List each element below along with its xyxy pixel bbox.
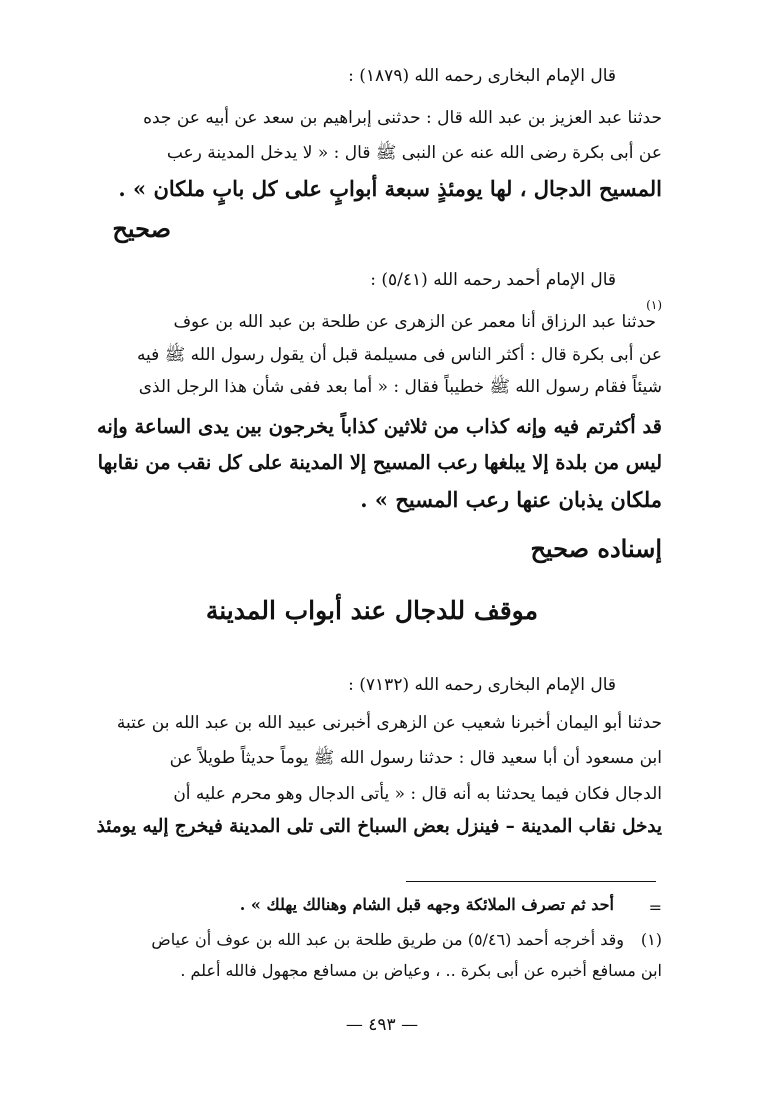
footnote-continuation-marker: = xyxy=(648,898,662,917)
hadith2-line3: شيئاً فقام رسول الله ﷺ خطيباً فقال : « أما بعد ففى شأن هذا الرجل الذى xyxy=(138,377,662,397)
footnote-1-marker: (١) xyxy=(640,930,662,949)
hadith2-line5: ليس من بلدة إلا يبلغها رعب المسيح إلا المدينة على كل نقب من نقابها xyxy=(97,451,662,474)
hadith2-grade: إسناده صحيح xyxy=(530,534,662,563)
hadith3-line1: حدثنا أبو اليمان أخبرنا شعيب عن الزهرى أخبرنى عبيد الله بن عبد الله بن عتبة xyxy=(116,713,662,733)
hadith2-line2: عن أبى بكرة قال : أكثر الناس فى مسيلمة قبل أن يقول رسول الله ﷺ فيه xyxy=(136,345,662,365)
hadith1-line1: حدثنا عبد العزيز بن عبد الله قال : حدثنى إبراهيم بن سعد عن أبيه عن جده xyxy=(143,108,662,128)
hadith2-intro: قال الإمام أحمد رحمه الله (٥/٤١) : xyxy=(370,270,616,290)
hadith2-line1: حدثنا عبد الرزاق أنا معمر عن الزهرى عن طلحة بن عبد الله بن عوف xyxy=(173,312,656,332)
footnote-1-line2: ابن مسافع أخبره عن أبى بكرة .. ، وعياض بن مسافع مجهول فالله أعلم . xyxy=(180,961,662,980)
footnote-reference-1: (١) xyxy=(646,298,662,312)
hadith3-line3: الدجال فكان فيما يحدثنا به أنه قال : « يأتى الدجال وهو محرم عليه أن xyxy=(173,784,662,804)
footnote-separator xyxy=(406,881,656,882)
hadith1-grade: صحيح xyxy=(112,214,171,243)
hadith1-line3: المسيح الدجال ، لها يومئذٍ سبعة أبوابٍ على كل بابٍ ملكان » . xyxy=(118,176,662,201)
hadith3-line2: ابن مسعود أن أبا سعيد قال : حدثنا رسول الله ﷺ يوماً حديثاً طويلاً عن xyxy=(169,748,662,768)
hadith3-line4: يدخل نقاب المدينة – فينزل بعض السباخ التى تلى المدينة فيخرج إليه يومئذ xyxy=(96,816,662,837)
footnote-1-line1: وقد أخرجه أحمد (٥/٤٦) من طريق طلحة بن عبد الله بن عوف أن عياض xyxy=(151,930,624,949)
hadith2-line4: قد أكثرتم فيه وإنه كذاب من ثلاثين كذاباً يخرجون بين يدى الساعة وإنه xyxy=(96,415,662,438)
hadith1-line2: عن أبى بكرة رضى الله عنه عن النبى ﷺ قال : « لا يدخل المدينة رعب xyxy=(166,143,662,163)
section-title: موقف للدجال عند أبواب المدينة xyxy=(205,596,538,625)
footnote-continuation: أحد ثم تصرف الملائكة وجهه قبل الشام وهنالك يهلك » . xyxy=(239,895,614,914)
hadith3-intro: قال الإمام البخارى رحمه الله (٧١٣٢) : xyxy=(348,675,616,695)
hadith2-line6: ملكان يذبان عنها رعب المسيح » . xyxy=(360,487,662,512)
hadith1-intro: قال الإمام البخارى رحمه الله (١٨٧٩) : xyxy=(348,66,616,86)
page-number: — ٤٩٣ — xyxy=(345,1015,419,1035)
